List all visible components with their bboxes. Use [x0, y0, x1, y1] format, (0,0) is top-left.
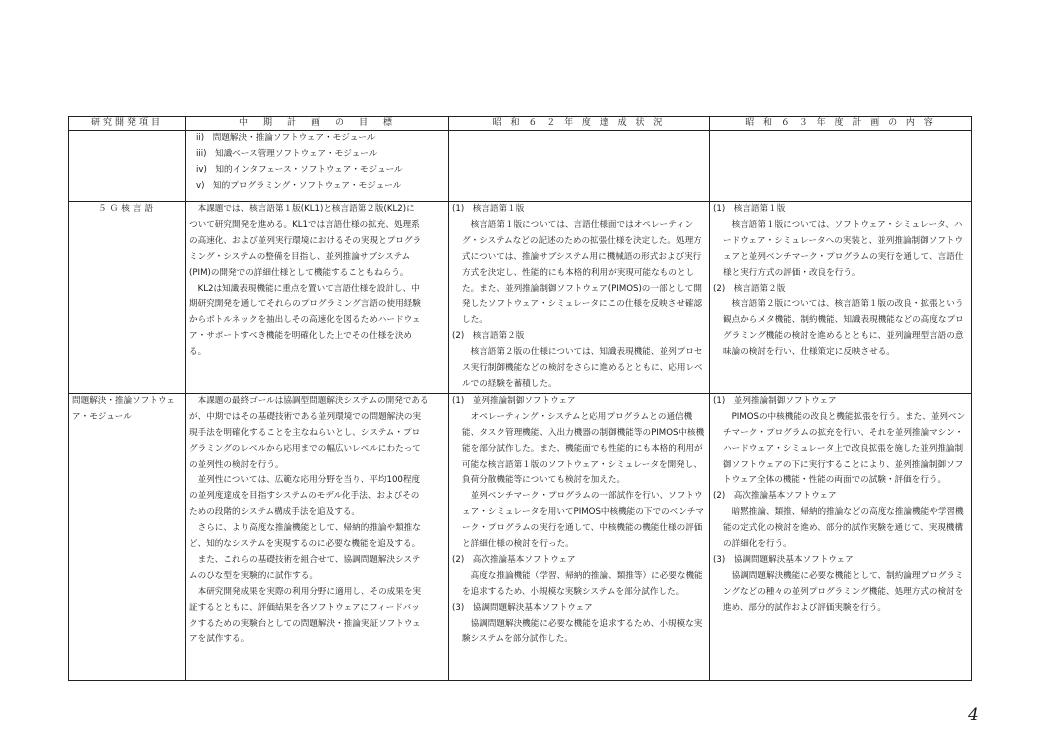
plan-heading: (2) 高次推論基本ソフトウェア [713, 491, 837, 502]
status-heading: (2) 核言語第２版 [452, 331, 525, 342]
header-fy62-status: 昭 和 ６ ２ 年 度 達 成 状 況 [449, 117, 710, 131]
plan-paragraph: 核言語第２版については、核言語第１版の改良・拡張という観点からメタ機能、制約機能、知識表現機能などの高度なプログラミング機能の検討を進めるとともに、並列論理型言語の意味論の検討を行い、仕様策定に反映させる。 [723, 299, 964, 358]
status-heading: (1) 核言語第１版 [452, 204, 525, 214]
goal-line: の並列性の検討を行う。 [189, 459, 284, 470]
goal-line: v) 知的プログラミング・ソフトウェア・モジュール [196, 180, 402, 191]
header-midterm-goal: 中 期 計 画 の 目 標 [186, 117, 449, 131]
status-paragraph: 並列ベンチマーク・プログラムの一部試作を行い、ソフトウェア・シミュレータを用いてPIMOS中核機能の下でのベンチマーク・プログラムの実行を通して、中核機能の機能仕様の評価と詳細仕様の検討を行った。 [462, 491, 705, 550]
goal-line: 本研究開発成果を実際の利用分野に適用し、その成果を実 [189, 586, 422, 597]
status-paragraph: 協調問題解決機能に必要な機能を追求するため、小規模な実験システムを部分試作した。 [462, 618, 703, 645]
goal-line: アを試作する。 [189, 634, 250, 645]
goal-line: 期研究開発を通してそれらのプログラミング言語の使用経験 [189, 299, 421, 310]
status-heading: (1) 並列推論制御ソフトウェア [452, 395, 576, 406]
goal-line: の並列度達成を目指すシステムのモデル化手法、およびその [189, 491, 420, 502]
goal-line: ついて研究開発を進める。KL1では言語仕様の拡充、処理系 [189, 219, 420, 230]
cell-goal [186, 131, 449, 202]
cell-item [69, 131, 186, 202]
cell-status [449, 393, 710, 680]
status-heading: (3) 協調問題解決基本ソフトウェア [452, 602, 593, 613]
goal-line: の高速化、および並列実行環境におけるその実現とプログラ [189, 235, 422, 246]
goal-line: る。 [189, 347, 207, 358]
goal-line: (PIM)の開発での詳細仕様として機能することもねらう。 [189, 267, 409, 278]
goal-line: KL2は知識表現機能に重点を置いて言語仕様を設計し、中 [189, 283, 420, 294]
plan-heading: (1) 核言語第１版 [713, 204, 786, 214]
goal-line: ミング・システムの整備を目指し、並列推論サブシステム [189, 251, 411, 262]
research-plan-table [68, 116, 972, 681]
plan-heading: (2) 核言語第２版 [713, 283, 786, 294]
goal-line: また、これらの基礎技術を組合せて、協調問題解決システ [189, 554, 421, 565]
cell-plan [710, 393, 972, 680]
goal-line: ムのひな型を実験的に試作する。 [189, 570, 318, 581]
page-number: 4 [968, 705, 979, 725]
goal-line: 本課題では、核言語第１版(KL1)と核言語第２版(KL2)に [189, 204, 415, 214]
goal-line: クするための実験台としての問題解決・推論実証ソフトウェ [189, 618, 421, 629]
goal-line: iv) 知的インタフェース・ソフトウェア・モジュール [196, 164, 403, 175]
status-paragraph: 核言語第２版の仕様については、知識表現機能、並列プロセス実行制御機能などの検討をさらに進めるとともに、応用レベルでの経験を蓄積した。 [462, 347, 703, 389]
goal-line: さらに、より高度な推論機能として、帰納的推論や類推な [189, 523, 421, 534]
goal-line: 現手法を明確化することを主なねらいとし、システム・プロ [189, 427, 421, 438]
table-row-problem-solving [69, 393, 972, 680]
cell-goal [186, 202, 449, 394]
goal-line: iii) 知識ベース管理ソフトウェア・モジュール [196, 148, 378, 159]
status-paragraph: オペレーティング・システムと応用プログラムとの通信機能、タスク管理機能、入出力機器の制御機能等のPIMOS中核機能を部分試作した。また、機能面でも性能的にも本格的利用が可能な核言語第１版のソフトウェア・シミュレータを開発し、負荷分散機能等についても検討を加えた。 [462, 411, 705, 486]
goal-line: ど、知的なシステムを実現するのに必要な機能を追及する。 [189, 539, 421, 550]
status-heading: (2) 高次推論基本ソフトウェア [452, 554, 576, 565]
goal-line: ア・サポートすべき機能を明確化した上でその仕様を決め [189, 331, 413, 342]
cell-goal [186, 393, 449, 680]
plan-heading: (3) 協調問題解決基本ソフトウェア [713, 554, 854, 565]
goal-line: グラミングのレベルから応用までの幅広いレベルにわたって [189, 443, 421, 454]
status-paragraph: 高度な推論機能（学習、帰納的推論、類推等）に必要な機能を追求するため、小規模な実験システムを部分試作した。 [462, 570, 703, 597]
plan-paragraph: 協調問題解決機能に必要な機能として、制約論理プログラミングなどの種々の並列プログラミング機能、処理方式の検討を進め、部分的試作および評価実験を行う。 [723, 570, 964, 613]
plan-paragraph: 暗黙推論、類推、帰納的推論などの高度な推論機能や学習機能の定式化の検討を進め、部分的試作実験を通じて、実現機構の詳細化を行う。 [723, 507, 964, 550]
goal-line: ための段階的システム構成手法を追及する。 [189, 507, 361, 518]
header-research-item: 研究開発項目 [69, 117, 186, 131]
status-paragraph: 核言語第１版については、言語仕様面ではオペレーティング・システムなどの記述のための拡張仕様を決定した。処理方式については、推論サブシステム用に機械語の形式および実行方式を決定し、性能的にも本格的利用が実現可能なものとした。また、並列推論制御ソフトウェア(PIMOS)の一部として開発したソフトウェア・シミュレータにこの仕様を反映させ確認した。 [462, 219, 703, 326]
cell-plan [710, 202, 972, 394]
plan-paragraph: PIMOSの中核機能の改良と機能拡張を行う。また、並列ベンチマーク・プログラムの拡充を行い、それを並列推論マシン・ハードウェア・シミュレータ上で改良拡張を施した並列推論制御ソフトウェアの下に実行することにより、並列推論制御ソフトウェア全体の機能・性能の両面での試験・評価を行う。 [723, 411, 966, 486]
table-row-5g-kernel-language [69, 202, 972, 394]
goal-line: 証するとともに、評価結果を各ソフトウェアにフィードバッ [189, 602, 420, 613]
goal-line: 並列性については、広範な応用分野を当り、平均100程度 [189, 475, 421, 486]
goal-line: からボトルネックを抽出しその高速化を図るためハードウェ [189, 315, 421, 326]
cell-plan [710, 131, 972, 202]
header-fy63-plan: 昭 和 ６ ３ 年 度 計 画 の 内 容 [710, 117, 972, 131]
table-row-continued [69, 131, 972, 202]
cell-item: ５Ｇ核言語 [69, 202, 186, 394]
cell-item: 問題解決・推論ソフトウェア・モジュール [69, 393, 186, 680]
table-header-row [69, 117, 972, 131]
goal-line: ii) 問題解決・推論ソフトウェア・モジュール [196, 133, 376, 143]
cell-status [449, 202, 710, 394]
cell-status [449, 131, 710, 202]
plan-heading: (1) 並列推論制御ソフトウェア [713, 395, 837, 406]
plan-paragraph: 核言語第１版については、ソフトウェア・シミュレータ、ハードウェア・シミュレータへの実装と、並列推論制御ソフトウェアと並列ベンチマーク・プログラムの実行を通して、言語仕様と実行方式の評価・改良を行う。 [723, 219, 964, 278]
goal-line: 本課題の最終ゴールは協調型問題解決システムの開発であるが、中期ではその基礎技術である並列環境での問題解決の実 [189, 395, 429, 422]
